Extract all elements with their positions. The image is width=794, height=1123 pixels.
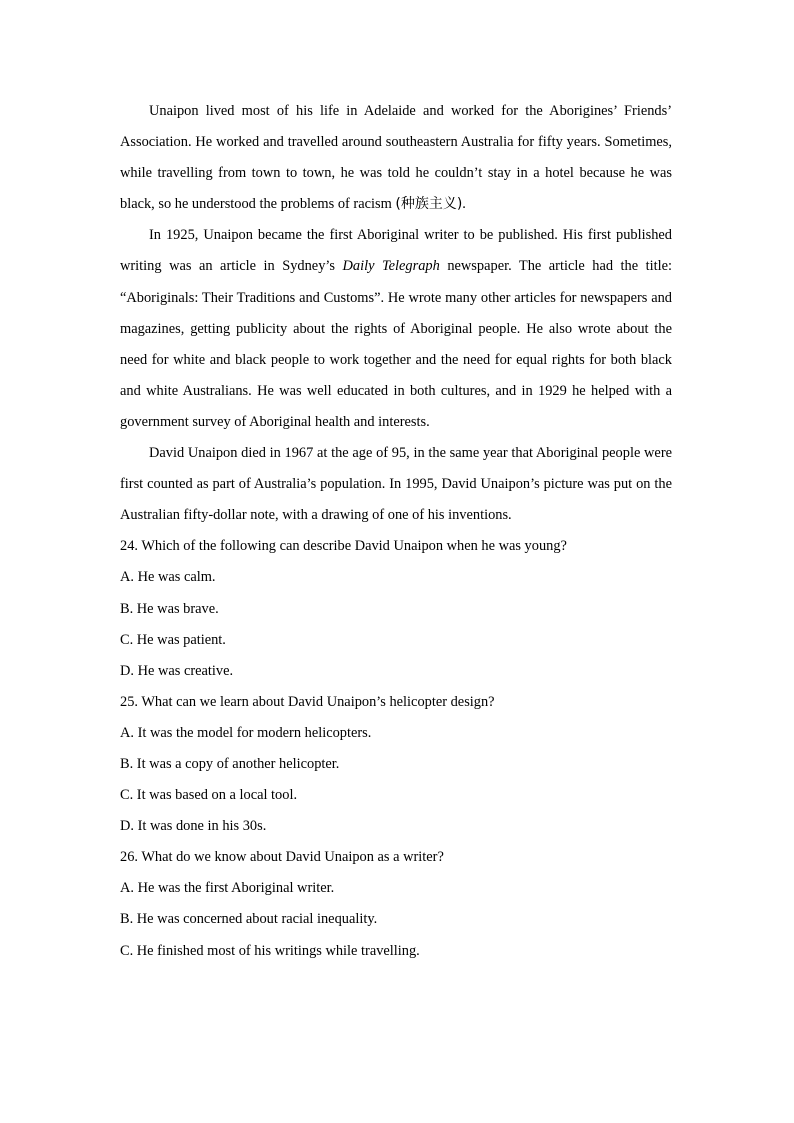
option-a: A. He was the first Aboriginal writer. — [120, 880, 335, 897]
passage-paragraph-3 — [120, 438, 672, 531]
question-stem: 25. What can we learn about David Unaipon’s helicopter design? — [120, 693, 495, 710]
question-26 — [120, 842, 672, 966]
option-b: B. He was brave. — [120, 600, 219, 617]
option-c: C. He finished most of his writings while travelling. — [120, 942, 420, 959]
question-stem: 24. Which of the following can describe David Unaipon when he was young? — [120, 538, 567, 555]
option-a: A. It was the model for modern helicopters. — [120, 724, 372, 741]
chinese-gloss: (种族主义) — [395, 196, 463, 213]
option-b: B. It was a copy of another helicopter. — [120, 755, 340, 772]
paragraph-1-end: . — [462, 196, 466, 213]
option-c: C. He was patient. — [120, 631, 226, 648]
option-c: C. It was based on a local tool. — [120, 787, 298, 804]
paragraph-1-text: Unaipon lived most of his life in Adelaide and worked for the Aborigines’ Friends’ Association. He worked and travelled around southeastern Australia for fifty years. Sometimes, while travelling from town to town, he was told he couldn’t stay in a hotel because he was black, so he understood the problems of racism — [120, 103, 672, 213]
paragraph-2-text-start: In 1925, Unaipon became the first Aboriginal writer to be published. His first published writing was an article in Sydney’s — [120, 227, 672, 275]
question-stem: 26. What do we know about David Unaipon as a writer? — [120, 849, 444, 866]
passage-paragraph-1 — [120, 96, 672, 220]
option-d: D. It was done in his 30s. — [120, 818, 267, 835]
question-25 — [120, 687, 672, 842]
passage-paragraph-2 — [120, 220, 672, 438]
newspaper-title: Daily Telegraph — [342, 258, 440, 275]
paragraph-2-text-end: newspaper. The article had the title: “Aboriginals: Their Traditions and Customs”. He wrote many other articles for newspapers and magazines, getting publicity about the rights of Aboriginal people. He also wrote about the need for white and black people to work together and the need for equal rights for both black and white Australians. He was well educated in both cultures, and in 1929 he helped with a government survey of Aboriginal health and interests. — [120, 258, 673, 430]
paragraph-3-text: David Unaipon died in 1967 at the age of 95, in the same year that Aboriginal people were first counted as part of Australia’s population. In 1995, David Unaipon’s picture was put on the Australian fifty-dollar note, with a drawing of one of his inventions. — [120, 445, 672, 524]
document-content — [120, 96, 672, 967]
option-d: D. He was creative. — [120, 662, 234, 679]
option-b: B. He was concerned about racial inequality. — [120, 911, 378, 928]
option-a: A. He was calm. — [120, 569, 216, 586]
question-24 — [120, 531, 672, 686]
